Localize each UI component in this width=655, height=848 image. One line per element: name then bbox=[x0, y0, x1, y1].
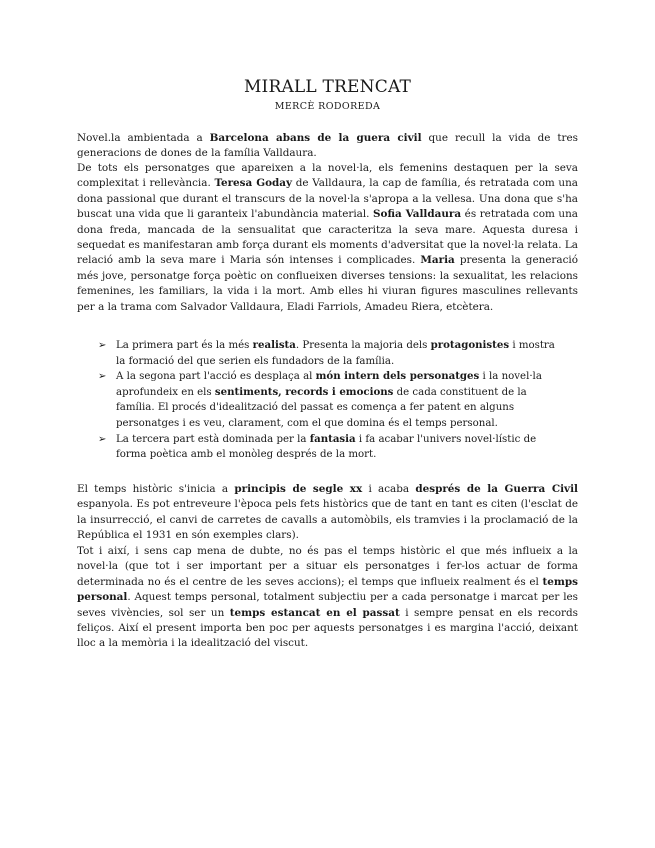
list-item bbox=[98, 432, 558, 463]
parts-list bbox=[98, 338, 558, 463]
list-item-text: A la segona part l'acció es desplaça al món intern dels personatges i la novel·la aprofundeix en els sentiments, records i emocions de cada constituent de la família. El procés d'idealització del passat es comença a fer patent en alguns personatges i es veu, clarament, com el que domina és el temps personal. bbox=[116, 370, 542, 429]
document-author: MERCÈ RODOREDA bbox=[274, 101, 381, 112]
document-title: MIRALL TRENCAT bbox=[243, 77, 412, 97]
arrow-bullet-icon: ➢ bbox=[98, 371, 107, 383]
intro-paragraph: Novel.la ambientada a Barcelona abans de la guera civil que recull la vida de tres generacions de dones de la família Valldaura. bbox=[77, 132, 578, 160]
personal-time-paragraph: Tot i així, i sens cap mena de dubte, no és pas el temps històric el que més influeix a la novel·la (que tot i ser important per a situar els personatges i fer-los actuar de forma determinada no és el centre de les seves accions); el temps que influeix realment és el temps personal. Aquest temps personal, totalment subjectiu per a cada personatge i marcat per les seves vivències, sol ser un temps estancat en el passat i sempre pensat en els records feliços. Així el present importa ben poc per aquests personatges i es margina l'acció, deixant lloc a la memòria i la idealització del viscut. bbox=[77, 545, 578, 650]
characters-paragraph: De tots els personatges que apareixen a la novel·la, els femenins destaquen per la seva complexitat i rellevància. Teresa Goday de Valldaura, la cap de família, és retratada com una dona passional que durant el transcurs de la novel·la s'apropa a la vellesa. Una dona que s'ha buscat una vida que li garanteix l'abundància material. Sofia Valldaura és retratada com una dona freda, mancada de la sensualitat que caracteritza la seva mare. Aquesta duresa i sequedat es manifestaran amb força durant els moments d'adversitat que la novel·la relata. La relació amb la seva mare i Maria són intenses i complicades. Maria presenta la generació més jove, personatge força poètic on conflueixen diverses tensions: la sexualitat, les relacions femenines, les familiars, la vida i la mort. Amb elles hi viuran figures masculines rellevants per a la trama com Salvador Valldaura, Eladi Farriols, Amadeu Riera, etcètera. bbox=[77, 162, 579, 313]
list-item-text: La tercera part està dominada per la fantasia i fa acabar l'univers novel·lístic de forma poètica amb el monòleg després de la mort. bbox=[116, 432, 537, 461]
arrow-bullet-icon: ➢ bbox=[98, 433, 107, 445]
list-item bbox=[98, 338, 558, 369]
arrow-bullet-icon: ➢ bbox=[98, 340, 107, 351]
list-item-text: La primera part és la més realista. Presenta la majoria dels protagonistes i mostra la formació del que serien els fundadors de la família. bbox=[116, 339, 555, 367]
list-item bbox=[98, 369, 558, 431]
historical-time-paragraph: El temps històric s'inicia a principis de segle xx i acaba després de la Guerra Civil espanyola. Es pot entreveure l'època pels fets històrics que de tant en tant es citen (l'esclat de la insurrecció, el canvi de carretes de cavalls a automòbils, els tramvies i la proclamació de la República el 1931 en són exemples clars). bbox=[77, 483, 578, 542]
